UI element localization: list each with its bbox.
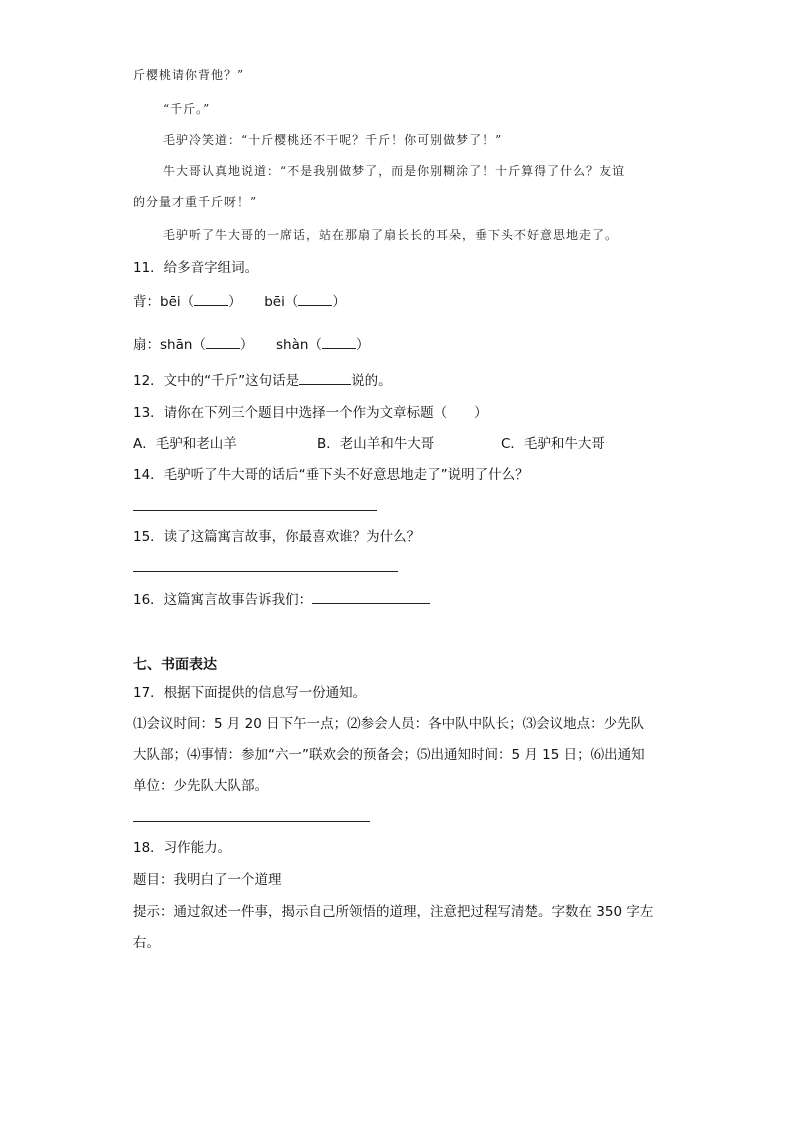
question-14-title: 14．毛驴听了牛大哥的话后“垂下头不好意思地走了”说明了什么？ [133,467,529,483]
bei-blank-2[interactable] [298,291,332,306]
option-a[interactable]: A．毛驴和老山羊 [133,436,237,452]
question-16-blank[interactable] [312,589,430,604]
question-11-shan-row [133,333,369,353]
question-11-title: 11．给多音字组词。 [133,260,259,276]
question-15-title: 15．读了这篇寓言故事，你最喜欢谁？为什么？ [133,529,421,545]
story-line-4b: 的分量才重千斤呀！” [133,195,258,209]
shan-close-1: ） [239,337,254,353]
story-line-5: 毛驴听了牛大哥的一席话，站在那扇了扇长长的耳朵，垂下头不好意思地走了。 [163,228,619,242]
section-7-heading: 七、书面表达 [133,657,217,673]
question-11-bei-row [133,290,346,310]
bei-character: 背： [133,294,160,310]
shan-pinyin-2: shàn（ [276,337,322,353]
shan-blank-1[interactable] [206,334,240,349]
question-17-answer-line[interactable] [133,821,370,822]
shan-blank-2[interactable] [322,334,356,349]
question-18-hint-1: 提示：通过叙述一件事，揭示自己所领悟的道理，注意把过程写清楚。字数在 350 字左 [133,904,654,920]
bei-pinyin-1: bēi（ [160,294,195,310]
option-b[interactable]: B．老山羊和牛大哥 [317,436,435,452]
question-12 [133,369,392,389]
bei-close-1: ） [228,294,242,310]
question-17-line-1: ⑴会议时间：5 月 20 日下午一点；⑵参会人员：各中队中队长；⑶会议地点：少先队 [133,716,645,732]
story-line-1: 斤樱桃请你背他？” [133,68,245,82]
shan-pinyin-1: shān（ [160,337,206,353]
question-18-topic: 题目：我明白了一个道理 [133,872,282,888]
question-17-line-3: 单位：少先队大队部。 [133,778,268,794]
bei-close-2: ） [332,294,346,310]
story-line-3: 毛驴冷笑道：“十斤樱桃还不干呢？千斤！你可别做梦了！” [163,133,503,147]
question-12-blank[interactable] [299,370,351,385]
bei-blank-1[interactable] [194,291,228,306]
shan-character: 扇： [133,337,160,353]
question-16-text: 16．这篇寓言故事告诉我们： [133,592,313,608]
question-16 [133,588,430,608]
question-14-answer-line[interactable] [133,510,377,511]
question-17-line-2: 大队部；⑷事情：参加“六一”联欢会的预备会；⑸出通知时间：5 月 15 日；⑹出通知 [133,747,645,763]
question-17-title: 17．根据下面提供的信息写一份通知。 [133,685,367,701]
shan-close-2: ） [355,337,370,353]
story-line-2: “千斤。” [163,102,211,116]
question-12-text: 12．文中的“千斤”这句话是 [133,373,300,389]
question-13-title: 13．请你在下列三个题目中选择一个作为文章标题（ ） [133,405,488,421]
story-line-4a: 牛大哥认真地说道：“不是我别做梦了，而是你别糊涂了！十斤算得了什么？友谊 [163,164,626,178]
option-c[interactable]: C．毛驴和牛大哥 [501,436,605,452]
question-15-answer-line[interactable] [133,571,398,572]
question-18-title: 18．习作能力。 [133,840,232,856]
question-18-hint-2: 右。 [133,935,160,951]
bei-pinyin-2: bēi（ [264,294,299,310]
question-12-suffix: 说的。 [351,373,392,389]
